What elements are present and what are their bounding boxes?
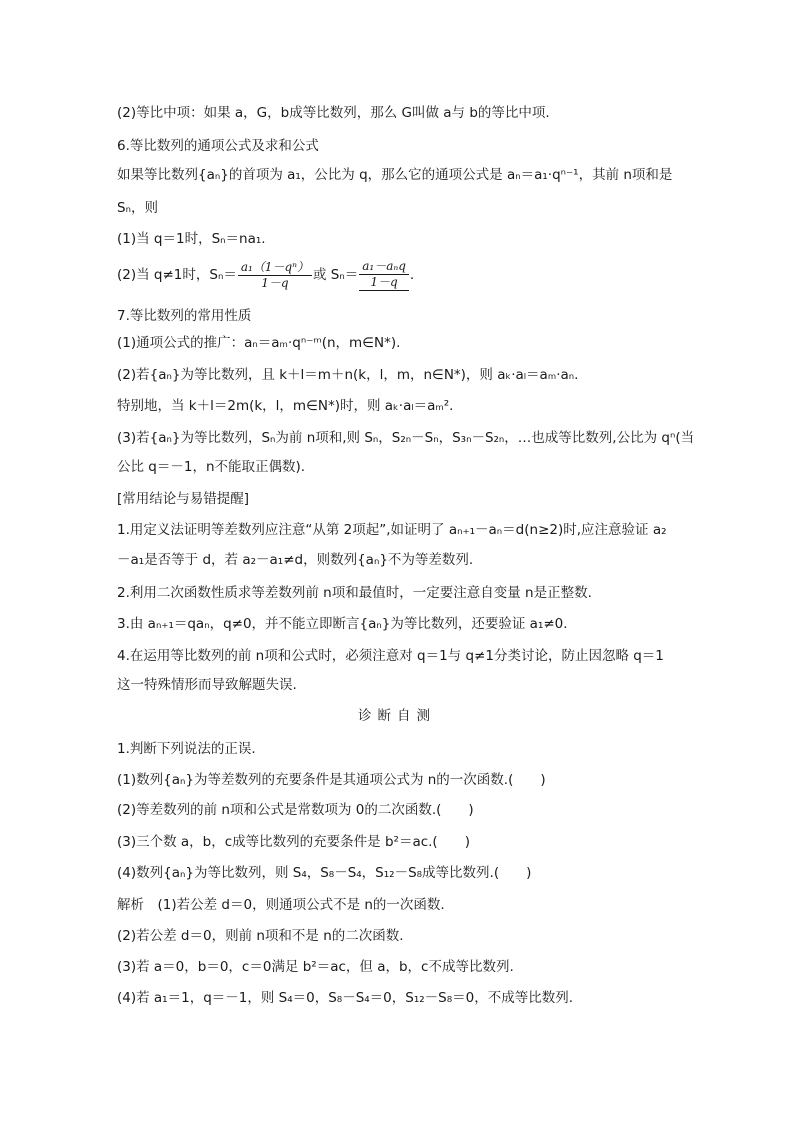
text-line-property-3-cont: 公比 q＝－1，n不能取正偶数). bbox=[117, 459, 306, 475]
text-line-general-term: 如果等比数列{aₙ}的首项为 a₁，公比为 q，那么它的通项公式是 aₙ＝a₁·qⁿ⁻¹，其前 n项和是 bbox=[117, 167, 673, 183]
text-line-q-equals-1: (1)当 q＝1时，Sₙ＝na₁. bbox=[117, 231, 266, 247]
text-line-item-2: (2)等差数列的前 n项和公式是常数项为 0的二次函数.( ) bbox=[117, 802, 474, 818]
text-line-analysis-4: (4)若 a₁＝1，q＝－1，则 S₄＝0，S₈－S₄＝0，S₁₂－S₈＝0，不成等比数列. bbox=[117, 990, 574, 1006]
text-line-property-2: (2)若{aₙ}为等比数列，且 k＋l＝m＋n(k，l，m，n∈N*)，则 aₖ·aₗ＝aₘ·aₙ. bbox=[117, 367, 579, 383]
text-line-note-3: 3.由 aₙ₊₁＝qaₙ，q≠0，并不能立即断言{aₙ}为等比数列，还要验证 a₁≠0. bbox=[117, 616, 568, 632]
text-line-property-3: (3)若{aₙ}为等比数列，Sₙ为前 n项和,则 Sₙ，S₂ₙ－Sₙ，S₃ₙ－S₂ₙ，…也成等比数列,公比为 qⁿ(当 bbox=[117, 430, 695, 446]
text-line-item-1: (1)数列{aₙ}为等差数列的充要条件是其通项公式为 n的一次函数.( ) bbox=[117, 772, 546, 788]
text-line-special-case: 特别地，当 k＋l＝2m(k，l，m∈N*)时，则 aₖ·aₗ＝aₘ². bbox=[117, 398, 454, 414]
sum-formula-fraction-2 bbox=[359, 259, 409, 291]
fraction-1-denominator: 1－q bbox=[261, 275, 289, 290]
text-line-note-4: 4.在运用等比数列的前 n项和公式时，必须注意对 q＝1与 q≠1分类讨论，防止因忽略 q＝1 bbox=[117, 648, 664, 664]
heading-6: 6.等比数列的通项公式及求和公式 bbox=[117, 138, 319, 154]
text-line-note-1: 1.用定义法证明等差数列应注意“从第 2项起”,如证明了 aₙ₊₁－aₙ＝d(n≥2)时,应注意验证 a₂ bbox=[117, 522, 667, 538]
sum-formula-period: . bbox=[409, 267, 415, 283]
heading-conclusions: [常用结论与易错提醒] bbox=[117, 491, 250, 507]
heading-7: 7.等比数列的常用性质 bbox=[117, 308, 252, 324]
sum-formula-fraction-1 bbox=[238, 260, 312, 291]
text-line-item-3: (3)三个数 a，b，c成等比数列的充要条件是 b²＝ac.( ) bbox=[117, 834, 470, 850]
text-line-property-1: (1)通项公式的推广：aₙ＝aₘ·qⁿ⁻ᵐ(n，m∈N*). bbox=[117, 335, 401, 351]
sum-formula-or: 或 Sₙ＝ bbox=[313, 267, 359, 283]
sum-formula-prefix: (2)当 q≠1时，Sₙ＝ bbox=[117, 267, 237, 283]
text-line-note-4-cont: 这一特殊情形而导致解题失误. bbox=[117, 677, 297, 693]
text-line-q-not-1 bbox=[117, 259, 414, 291]
text-line-note-2: 2.利用二次函数性质求等差数列前 n项和最值时，一定要注意自变量 n是正整数. bbox=[117, 585, 592, 601]
text-line-note-1-cont: －a₁是否等于 d，若 a₂－a₁≠d，则数列{aₙ}不为等差数列. bbox=[117, 552, 474, 568]
text-line-item-4: (4)数列{aₙ}为等比数列，则 S₄，S₈－S₄，S₁₂－S₈成等比数列.( ) bbox=[117, 865, 532, 881]
text-line-geometric-mean: (2)等比中项：如果 a，G，b成等比数列，那么 G叫做 a与 b的等比中项. bbox=[117, 105, 550, 121]
fraction-2-numerator: a₁－aₙq bbox=[359, 259, 409, 275]
text-line-analysis-3: (3)若 a＝0，b＝0，c＝0满足 b²＝ac，但 a，b，c不成等比数列. bbox=[117, 959, 514, 975]
text-line-sn: Sₙ，则 bbox=[117, 200, 158, 216]
section-title-self-test: 诊断自测 bbox=[358, 708, 436, 724]
text-line-analysis-1: 解析 (1)若公差 d＝0，则通项公式不是 n的一次函数. bbox=[117, 897, 445, 913]
fraction-2-denominator: 1－q bbox=[359, 275, 409, 291]
text-line-question-1: 1.判断下列说法的正误. bbox=[117, 741, 256, 757]
fraction-1-numerator: a₁（1－qⁿ） bbox=[238, 260, 312, 276]
text-line-analysis-2: (2)若公差 d＝0，则前 n项和不是 n的二次函数. bbox=[117, 928, 404, 944]
